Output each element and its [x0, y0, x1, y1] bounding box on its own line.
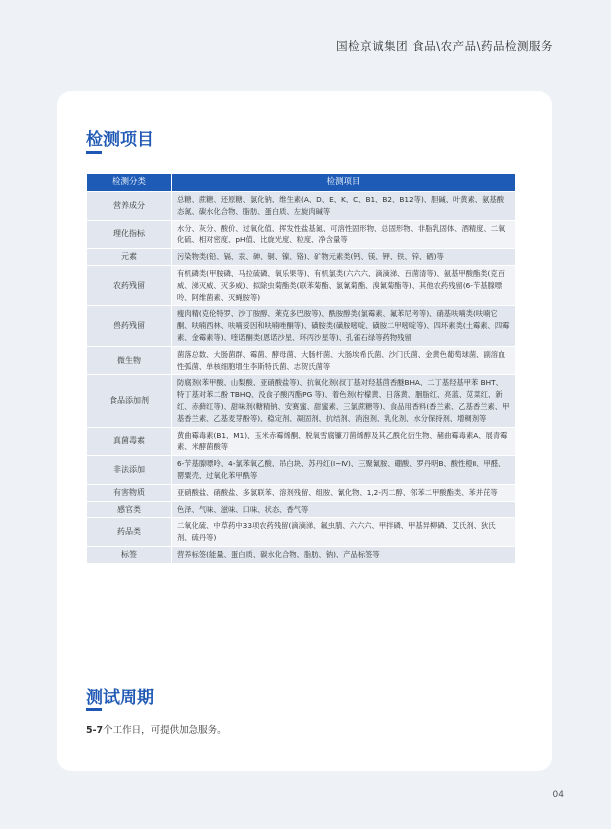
row-items: 营养标签(能量、蛋白质、碳水化合物、脂肪、钠)、产品标签等	[172, 546, 516, 563]
row-category: 微生物	[87, 346, 172, 375]
cycle-note	[86, 722, 227, 736]
table-row	[87, 456, 516, 485]
row-category: 元素	[87, 249, 172, 266]
cycle-text: 个工作日，可提供加急服务。	[103, 725, 227, 736]
row-category: 有害物质	[87, 484, 172, 501]
row-items: 防腐剂(苯甲酸、山梨酸、亚硝酸盐等)、抗氧化剂(叔丁基对羟基茴香醚BHA、二丁基羟基甲苯 BHT、特丁基对苯二酚 TBHQ、没食子酸丙酯PG 等)、着色剂(柠檬黄、日落黄、胭脂红、亮蓝、苋菜红、新红、赤藓红等)、甜味剂(糖精钠、安赛蜜、甜蜜素、三氯蔗糖等)、食品用香料(香兰素、乙基香兰素、甲基香兰素、乙基麦芽酚等)、稳定剂、凝固剂、抗结剂、消泡剂、乳化剂、水分保持剂、增稠剂等	[172, 375, 516, 427]
row-items: 总糖、蔗糖、还原糖、氯化钠、维生素(A、D、E、K、C、B1、B2、B12等)、胆碱、叶黄素、氨基酸态氮、碳水化合物、脂肪、蛋白质、左旋肉碱等	[172, 192, 516, 221]
table-row	[87, 306, 516, 346]
table-row	[87, 484, 516, 501]
table-row	[87, 192, 516, 221]
row-items: 有机磷类(甲胺磷、马拉硫磷、氧乐果等)、有机氯类(六六六、滴滴涕、百菌清等)、氨基甲酸酯类(克百威、涕灭威、灭多威)、拟除虫菊酯类(联苯菊酯、氯氰菊酯、溴氰菊酯等)、其他农药残留(6-苄基腺嘌呤、阿维菌素、灭蝇胺等)	[172, 265, 516, 305]
row-category: 营养成分	[87, 192, 172, 221]
table-row	[87, 375, 516, 427]
row-category: 食品添加剂	[87, 375, 172, 427]
row-items: 瘦肉精(克伦特罗、沙丁胺醇、莱克多巴胺等)、酰胺醇类(氯霉素、氟苯尼考等)、硝基呋喃类(呋喃它酮、呋喃西林、呋喃妥因和呋喃唑酮等)、磺胺类(磺胺嘧啶、磺胺二甲嘧啶等)、四环素类(土霉素、四霉素、金霉素等)、喹诺酮类(恩诺沙星、环丙沙星等)、孔雀石绿等药物残留	[172, 306, 516, 346]
section-title-cycle: 测试周期	[86, 688, 154, 708]
header-company-text: 国检京诚集团 食品\农产品\药品检测服务	[336, 39, 553, 53]
table-row	[87, 518, 516, 547]
table-row	[87, 427, 516, 456]
row-items: 菌落总数、大肠菌群、霉菌、酵母菌、大肠杆菌、大肠埃希氏菌、沙门氏菌、金黄色葡萄球菌、副溶血性弧菌、单核细胞增生李斯特氏菌、志贺氏菌等	[172, 346, 516, 375]
row-category: 理化指标	[87, 220, 172, 249]
section-title-items: 检测项目	[86, 130, 154, 150]
header-items: 检测项目	[172, 174, 516, 192]
row-items: 黄曲霉毒素(B1、M1)、玉米赤霉烯酮、脱氧雪腐镰刀菌烯醇及其乙酰化衍生物、赭曲霉毒素A、展青霉素、米酵菌酸等	[172, 427, 516, 456]
page-number: 04	[552, 790, 564, 800]
row-items: 污染物类(铅、镉、汞、砷、铜、镍、铬)、矿物元素类(钙、镁、钾、铁、锌、硒)等	[172, 249, 516, 266]
row-category: 兽药残留	[87, 306, 172, 346]
test-items-table	[86, 173, 516, 564]
title-underline	[86, 708, 102, 711]
table-row	[87, 249, 516, 266]
table-row	[87, 501, 516, 518]
row-category: 药品类	[87, 518, 172, 547]
title-underline	[86, 151, 102, 154]
table-row	[87, 546, 516, 563]
table-row	[87, 265, 516, 305]
table-row	[87, 220, 516, 249]
table-header-row	[87, 174, 516, 192]
row-items: 二氧化硫、中草药中33项农药残留(滴滴涕、氟虫腈、六六六、甲拌磷、甲基异柳磷、艾氏剂、狄氏剂、硫丹等)	[172, 518, 516, 547]
row-items: 水分、灰分、酸价、过氧化值、挥发性盐基氮、可溶性固形物、总固形物、非脂乳固体、酒精度、二氧化硫、相对密度、pH值、比旋光度、粒度、净含量等	[172, 220, 516, 249]
header-category: 检测分类	[87, 174, 172, 192]
row-category: 感官类	[87, 501, 172, 518]
table-row	[87, 346, 516, 375]
row-category: 真菌毒素	[87, 427, 172, 456]
table-body	[87, 192, 516, 564]
row-category: 标签	[87, 546, 172, 563]
row-category: 农药残留	[87, 265, 172, 305]
row-items: 色泽、气味、滋味、口味、状态、香气等	[172, 501, 516, 518]
row-items: 亚硝酸盐、硝酸盐、多氯联苯、溶剂残留、组胺、氰化物、1,2-丙二醇、邻苯二甲酸酯类、苯并芘等	[172, 484, 516, 501]
cycle-days: 5-7	[86, 725, 104, 736]
row-items: 6-苄基腺嘌呤、4-氯苯氧乙酸、吊白块、苏丹红(Ⅰ~Ⅳ)、三聚氰胺、硼酸、罗丹明B、酸性橙Ⅱ、甲醛、罂粟壳、过氧化苯甲酰等	[172, 456, 516, 485]
row-category: 非法添加	[87, 456, 172, 485]
